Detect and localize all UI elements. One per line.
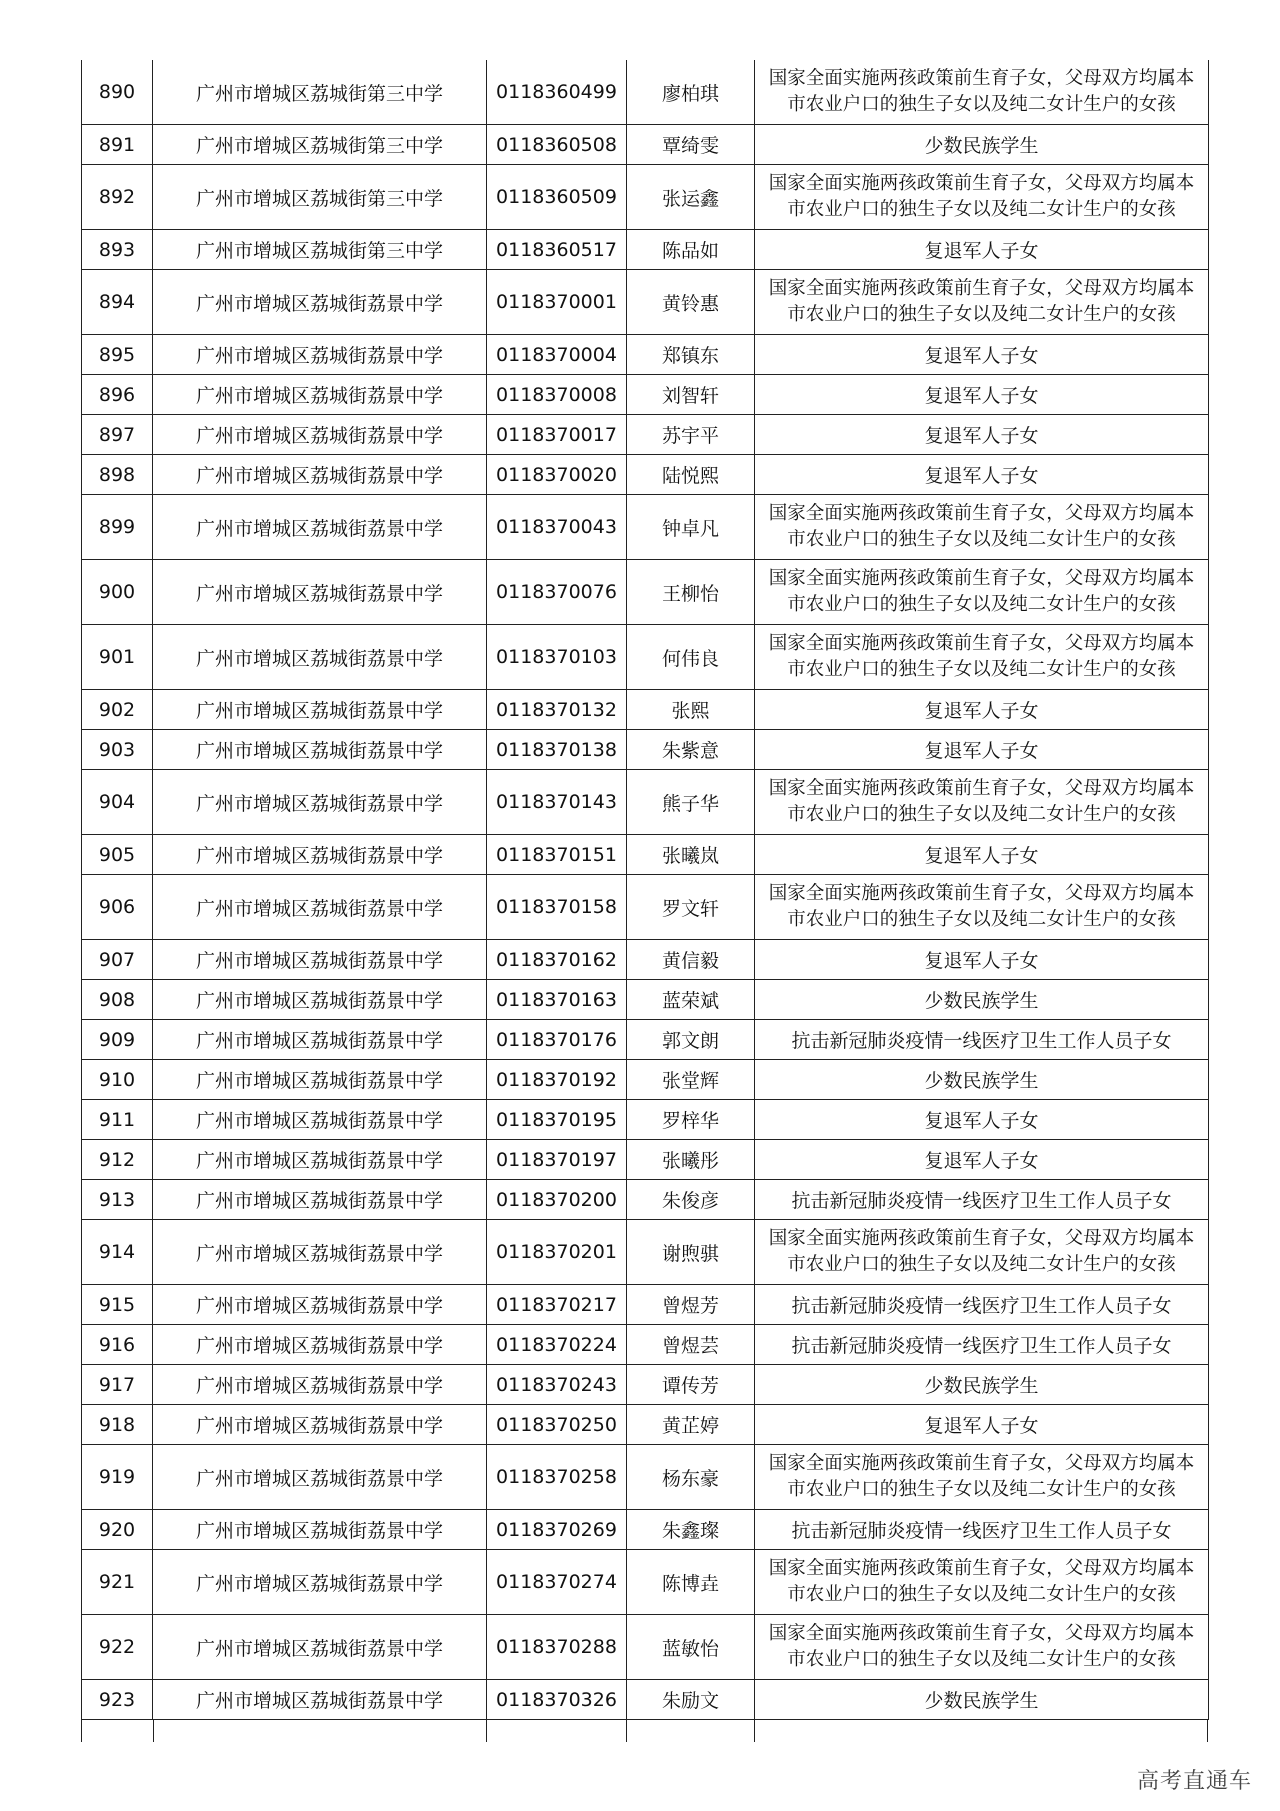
student-id-cell: 0118370162: [487, 940, 627, 980]
school-name-cell: 广州市增城区荔城街荔景中学: [153, 455, 487, 495]
table-row: [82, 835, 1209, 875]
student-id-cell: 0118370274: [487, 1550, 627, 1615]
row-number-cell: 923: [82, 1680, 153, 1720]
category-cell: 复退军人子女: [755, 690, 1209, 730]
table-row: [82, 60, 1209, 125]
row-number-cell: 897: [82, 415, 153, 455]
row-number-cell: 909: [82, 1020, 153, 1060]
category-cell: 复退军人子女: [755, 1140, 1209, 1180]
row-number-cell: 920: [82, 1510, 153, 1550]
row-number-cell: 902: [82, 690, 153, 730]
table-row: [82, 165, 1209, 230]
category-cell: 少数民族学生: [755, 125, 1209, 165]
row-number-cell: 907: [82, 940, 153, 980]
student-name-cell: 蓝荣斌: [627, 980, 755, 1020]
student-name-cell: 张熙: [627, 690, 755, 730]
student-name-cell: 张曦彤: [627, 1140, 755, 1180]
student-id-cell: 0118370269: [487, 1510, 627, 1550]
student-id-cell: 0118370004: [487, 335, 627, 375]
school-name-cell: 广州市增城区荔城街荔景中学: [153, 1365, 487, 1405]
student-id-cell: 0118370217: [487, 1285, 627, 1325]
school-name-cell: 广州市增城区荔城街荔景中学: [153, 270, 487, 335]
row-number-cell: 917: [82, 1365, 153, 1405]
table-row: [82, 1220, 1209, 1285]
student-name-cell: 陈品如: [627, 230, 755, 270]
category-cell: 少数民族学生: [755, 1060, 1209, 1100]
table-row: [82, 1285, 1209, 1325]
school-name-cell: 广州市增城区荔城街荔景中学: [153, 1180, 487, 1220]
student-id-cell: 0118370250: [487, 1405, 627, 1445]
watermark-text: 高考直通车: [1136, 1769, 1252, 1794]
student-id-cell: 0118370163: [487, 980, 627, 1020]
student-name-cell: 张曦岚: [627, 835, 755, 875]
row-number-cell: 893: [82, 230, 153, 270]
category-cell: 抗击新冠肺炎疫情一线医疗卫生工作人员子女: [755, 1180, 1209, 1220]
student-name-cell: 郭文朗: [627, 1020, 755, 1060]
table-row: [82, 560, 1209, 625]
student-name-cell: 朱紫意: [627, 730, 755, 770]
table-row: [82, 1510, 1209, 1550]
row-number-cell: 913: [82, 1180, 153, 1220]
table-row: [82, 940, 1209, 980]
category-cell: 国家全面实施两孩政策前生育子女，父母双方均属本市农业户口的独生子女以及纯二女计生户的女孩: [755, 770, 1209, 835]
student-id-cell: 0118370200: [487, 1180, 627, 1220]
school-name-cell: 广州市增城区荔城街荔景中学: [153, 1445, 487, 1510]
student-name-cell: 谭传芳: [627, 1365, 755, 1405]
student-name-cell: 张堂辉: [627, 1060, 755, 1100]
row-number-cell: 894: [82, 270, 153, 335]
table-row: [82, 1680, 1209, 1720]
student-id-cell: 0118370132: [487, 690, 627, 730]
admission-list-page: [81, 60, 1208, 1742]
row-number-cell: 922: [82, 1615, 153, 1680]
student-id-cell: 0118370008: [487, 375, 627, 415]
category-cell: 国家全面实施两孩政策前生育子女，父母双方均属本市农业户口的独生子女以及纯二女计生户的女孩: [755, 875, 1209, 940]
category-cell: 复退军人子女: [755, 1405, 1209, 1445]
table-row: [82, 1365, 1209, 1405]
row-number-cell: 908: [82, 980, 153, 1020]
row-number-cell: 914: [82, 1220, 153, 1285]
table-row: [82, 1405, 1209, 1445]
category-cell: 国家全面实施两孩政策前生育子女，父母双方均属本市农业户口的独生子女以及纯二女计生户的女孩: [755, 1220, 1209, 1285]
student-name-cell: 蓝敏怡: [627, 1615, 755, 1680]
student-name-cell: 罗文轩: [627, 875, 755, 940]
student-id-cell: 0118370258: [487, 1445, 627, 1510]
table-row: [82, 1140, 1209, 1180]
category-cell: 抗击新冠肺炎疫情一线医疗卫生工作人员子女: [755, 1510, 1209, 1550]
category-cell: 少数民族学生: [755, 1365, 1209, 1405]
row-number-cell: 899: [82, 495, 153, 560]
student-name-cell: 黄信毅: [627, 940, 755, 980]
category-cell: 国家全面实施两孩政策前生育子女，父母双方均属本市农业户口的独生子女以及纯二女计生户的女孩: [755, 495, 1209, 560]
school-name-cell: 广州市增城区荔城街荔景中学: [153, 495, 487, 560]
student-name-cell: 朱俊彦: [627, 1180, 755, 1220]
student-id-cell: 0118370103: [487, 625, 627, 690]
school-name-cell: 广州市增城区荔城街第三中学: [153, 125, 487, 165]
student-id-cell: 0118370224: [487, 1325, 627, 1365]
school-name-cell: 广州市增城区荔城街荔景中学: [153, 1510, 487, 1550]
school-name-cell: 广州市增城区荔城街荔景中学: [153, 980, 487, 1020]
student-id-cell: 0118370043: [487, 495, 627, 560]
category-cell: 复退军人子女: [755, 375, 1209, 415]
school-name-cell: 广州市增城区荔城街荔景中学: [153, 1140, 487, 1180]
row-number-cell: 921: [82, 1550, 153, 1615]
student-id-cell: 0118370201: [487, 1220, 627, 1285]
student-id-cell: 0118370158: [487, 875, 627, 940]
student-id-cell: 0118370288: [487, 1615, 627, 1680]
school-name-cell: 广州市增城区荔城街荔景中学: [153, 335, 487, 375]
school-name-cell: 广州市增城区荔城街荔景中学: [153, 1550, 487, 1615]
row-number-cell: 904: [82, 770, 153, 835]
row-number-cell: 912: [82, 1140, 153, 1180]
row-number-cell: 915: [82, 1285, 153, 1325]
student-id-cell: 0118370076: [487, 560, 627, 625]
row-number-cell: 896: [82, 375, 153, 415]
category-cell: 国家全面实施两孩政策前生育子女，父母双方均属本市农业户口的独生子女以及纯二女计生户的女孩: [755, 165, 1209, 230]
student-id-cell: 0118370138: [487, 730, 627, 770]
student-table: [81, 60, 1209, 1720]
student-id-cell: 0118370192: [487, 1060, 627, 1100]
category-cell: 复退军人子女: [755, 730, 1209, 770]
school-name-cell: 广州市增城区荔城街荔景中学: [153, 1285, 487, 1325]
school-name-cell: 广州市增城区荔城街荔景中学: [153, 875, 487, 940]
school-name-cell: 广州市增城区荔城街第三中学: [153, 60, 487, 125]
student-name-cell: 刘智轩: [627, 375, 755, 415]
student-id-cell: 0118360517: [487, 230, 627, 270]
row-number-cell: 890: [82, 60, 153, 125]
student-id-cell: 0118370017: [487, 415, 627, 455]
table-row: [82, 1550, 1209, 1615]
category-cell: 国家全面实施两孩政策前生育子女，父母双方均属本市农业户口的独生子女以及纯二女计生户的女孩: [755, 1550, 1209, 1615]
category-cell: 抗击新冠肺炎疫情一线医疗卫生工作人员子女: [755, 1020, 1209, 1060]
table-continuation-stub: [81, 1720, 1208, 1742]
table-row: [82, 625, 1209, 690]
student-name-cell: 苏宇平: [627, 415, 755, 455]
student-name-cell: 曾煜芸: [627, 1325, 755, 1365]
row-number-cell: 905: [82, 835, 153, 875]
student-name-cell: 张运鑫: [627, 165, 755, 230]
table-row: [82, 415, 1209, 455]
table-row: [82, 690, 1209, 730]
row-number-cell: 911: [82, 1100, 153, 1140]
category-cell: 复退军人子女: [755, 1100, 1209, 1140]
student-id-cell: 0118370151: [487, 835, 627, 875]
row-number-cell: 910: [82, 1060, 153, 1100]
student-name-cell: 黄芷婷: [627, 1405, 755, 1445]
table-row: [82, 495, 1209, 560]
category-cell: 复退军人子女: [755, 335, 1209, 375]
table-row: [82, 770, 1209, 835]
table-row: [82, 270, 1209, 335]
student-name-cell: 陈博垚: [627, 1550, 755, 1615]
row-number-cell: 892: [82, 165, 153, 230]
row-number-cell: 916: [82, 1325, 153, 1365]
table-row: [82, 1445, 1209, 1510]
student-id-cell: 0118370243: [487, 1365, 627, 1405]
row-number-cell: 918: [82, 1405, 153, 1445]
student-name-cell: 黄铃惠: [627, 270, 755, 335]
table-row: [82, 1020, 1209, 1060]
student-id-cell: 0118360508: [487, 125, 627, 165]
table-row: [82, 730, 1209, 770]
school-name-cell: 广州市增城区荔城街荔景中学: [153, 1405, 487, 1445]
row-number-cell: 898: [82, 455, 153, 495]
school-name-cell: 广州市增城区荔城街荔景中学: [153, 1220, 487, 1285]
student-name-cell: 谢煦骐: [627, 1220, 755, 1285]
school-name-cell: 广州市增城区荔城街荔景中学: [153, 625, 487, 690]
student-name-cell: 钟卓凡: [627, 495, 755, 560]
category-cell: 抗击新冠肺炎疫情一线医疗卫生工作人员子女: [755, 1325, 1209, 1365]
category-cell: 少数民族学生: [755, 1680, 1209, 1720]
row-number-cell: 895: [82, 335, 153, 375]
student-id-cell: 0118370197: [487, 1140, 627, 1180]
table-row: [82, 455, 1209, 495]
category-cell: 复退军人子女: [755, 230, 1209, 270]
category-cell: 复退军人子女: [755, 835, 1209, 875]
table-row: [82, 1060, 1209, 1100]
row-number-cell: 906: [82, 875, 153, 940]
student-id-cell: 0118370195: [487, 1100, 627, 1140]
school-name-cell: 广州市增城区荔城街第三中学: [153, 230, 487, 270]
student-name-cell: 朱鑫璨: [627, 1510, 755, 1550]
table-row: [82, 1615, 1209, 1680]
school-name-cell: 广州市增城区荔城街荔景中学: [153, 375, 487, 415]
row-number-cell: 900: [82, 560, 153, 625]
category-cell: 国家全面实施两孩政策前生育子女，父母双方均属本市农业户口的独生子女以及纯二女计生户的女孩: [755, 270, 1209, 335]
student-id-cell: 0118370143: [487, 770, 627, 835]
student-id-cell: 0118370176: [487, 1020, 627, 1060]
school-name-cell: 广州市增城区荔城街荔景中学: [153, 1325, 487, 1365]
school-name-cell: 广州市增城区荔城街荔景中学: [153, 730, 487, 770]
school-name-cell: 广州市增城区荔城街荔景中学: [153, 770, 487, 835]
table-row: [82, 375, 1209, 415]
table-row: [82, 125, 1209, 165]
category-cell: 复退军人子女: [755, 455, 1209, 495]
student-name-cell: 杨东豪: [627, 1445, 755, 1510]
student-name-cell: 覃绮雯: [627, 125, 755, 165]
table-row: [82, 980, 1209, 1020]
school-name-cell: 广州市增城区荔城街荔景中学: [153, 1615, 487, 1680]
student-id-cell: 0118370326: [487, 1680, 627, 1720]
table-row: [82, 230, 1209, 270]
student-name-cell: 罗梓华: [627, 1100, 755, 1140]
student-name-cell: 朱励文: [627, 1680, 755, 1720]
school-name-cell: 广州市增城区荔城街第三中学: [153, 165, 487, 230]
school-name-cell: 广州市增城区荔城街荔景中学: [153, 1680, 487, 1720]
table-row: [82, 1180, 1209, 1220]
school-name-cell: 广州市增城区荔城街荔景中学: [153, 1060, 487, 1100]
row-number-cell: 903: [82, 730, 153, 770]
school-name-cell: 广州市增城区荔城街荔景中学: [153, 835, 487, 875]
student-name-cell: 熊子华: [627, 770, 755, 835]
student-name-cell: 廖柏琪: [627, 60, 755, 125]
student-name-cell: 郑镇东: [627, 335, 755, 375]
student-name-cell: 曾煜芳: [627, 1285, 755, 1325]
student-table-body: [82, 60, 1209, 1720]
category-cell: 国家全面实施两孩政策前生育子女，父母双方均属本市农业户口的独生子女以及纯二女计生户的女孩: [755, 1615, 1209, 1680]
row-number-cell: 891: [82, 125, 153, 165]
student-id-cell: 0118360499: [487, 60, 627, 125]
category-cell: 国家全面实施两孩政策前生育子女，父母双方均属本市农业户口的独生子女以及纯二女计生户的女孩: [755, 60, 1209, 125]
table-row: [82, 1325, 1209, 1365]
row-number-cell: 919: [82, 1445, 153, 1510]
category-cell: 国家全面实施两孩政策前生育子女，父母双方均属本市农业户口的独生子女以及纯二女计生户的女孩: [755, 1445, 1209, 1510]
school-name-cell: 广州市增城区荔城街荔景中学: [153, 690, 487, 730]
student-name-cell: 王柳怡: [627, 560, 755, 625]
school-name-cell: 广州市增城区荔城街荔景中学: [153, 940, 487, 980]
category-cell: 少数民族学生: [755, 980, 1209, 1020]
category-cell: 国家全面实施两孩政策前生育子女，父母双方均属本市农业户口的独生子女以及纯二女计生户的女孩: [755, 625, 1209, 690]
student-name-cell: 何伟良: [627, 625, 755, 690]
school-name-cell: 广州市增城区荔城街荔景中学: [153, 415, 487, 455]
table-row: [82, 875, 1209, 940]
category-cell: 国家全面实施两孩政策前生育子女，父母双方均属本市农业户口的独生子女以及纯二女计生户的女孩: [755, 560, 1209, 625]
table-row: [82, 335, 1209, 375]
category-cell: 复退军人子女: [755, 940, 1209, 980]
school-name-cell: 广州市增城区荔城街荔景中学: [153, 1020, 487, 1060]
student-name-cell: 陆悦熙: [627, 455, 755, 495]
school-name-cell: 广州市增城区荔城街荔景中学: [153, 1100, 487, 1140]
row-number-cell: 901: [82, 625, 153, 690]
school-name-cell: 广州市增城区荔城街荔景中学: [153, 560, 487, 625]
category-cell: 复退军人子女: [755, 415, 1209, 455]
table-row: [82, 1100, 1209, 1140]
student-id-cell: 0118370020: [487, 455, 627, 495]
student-id-cell: 0118360509: [487, 165, 627, 230]
category-cell: 抗击新冠肺炎疫情一线医疗卫生工作人员子女: [755, 1285, 1209, 1325]
student-id-cell: 0118370001: [487, 270, 627, 335]
